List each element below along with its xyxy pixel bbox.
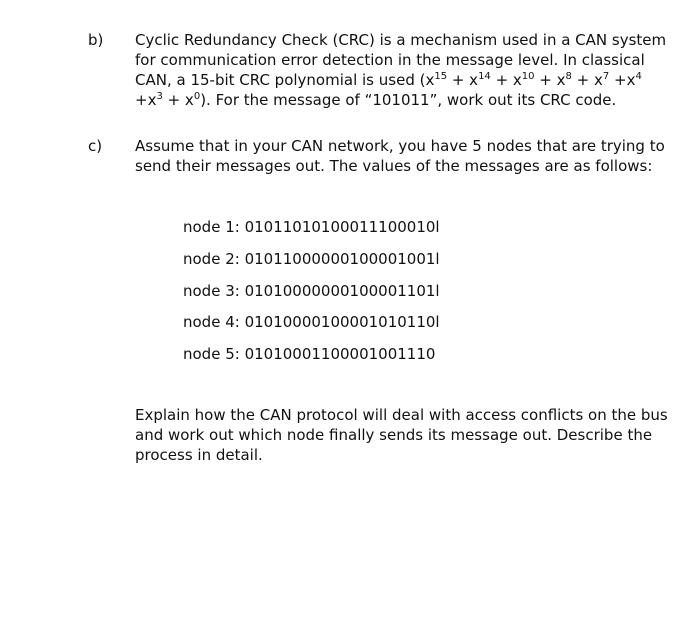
exponent-4: 4 <box>635 71 642 82</box>
exponent-7: 7 <box>602 71 610 82</box>
plus-x: + x <box>162 91 194 109</box>
question-c-line-1: Assume that in your CAN network, you have 5 nodes that are trying to <box>135 137 665 155</box>
question-c-label: c) <box>88 137 103 155</box>
node-message-list <box>183 217 440 376</box>
exponent-8: 8 <box>565 71 572 82</box>
question-c-line-2: send their messages out. The values of the messages are as follows: <box>135 157 653 175</box>
node-2-message: node 2: 01011000000100001001l <box>183 249 440 268</box>
exponent-10: 10 <box>521 71 535 82</box>
node-3-message: node 3: 01010000000100001101l <box>183 281 440 300</box>
plus-x: + x <box>534 71 566 89</box>
node-1-message: node 1: 01011010100011100010l <box>183 218 440 236</box>
question-c-task <box>135 405 675 465</box>
message-instruction: ). For the message of “101011”, work out its CRC code. <box>200 91 617 109</box>
exponent-15: 15 <box>434 71 448 82</box>
crc-message-line <box>135 90 675 110</box>
plus-x: + x <box>447 71 479 89</box>
question-b-line-1: Cyclic Redundancy Check (CRC) is a mechanism used in a CAN system <box>135 31 667 49</box>
plus-x: + x <box>490 71 522 89</box>
node-5-message: node 5: 01010001100001001110 <box>183 345 436 364</box>
polynomial-intro: CAN, a 15-bit CRC polynomial is used (x <box>135 71 435 89</box>
crc-polynomial-line <box>135 70 675 90</box>
exponent-0: 0 <box>193 91 201 102</box>
plus-x-start: +x <box>135 91 157 109</box>
exponent-14: 14 <box>478 71 491 82</box>
question-c-intro <box>135 136 675 176</box>
question-c-task-line-1: Explain how the CAN protocol will deal with access conflicts on the bus <box>135 406 668 424</box>
plus-x: +x <box>609 71 636 89</box>
question-c-task-line-2: and work out which node finally sends its message out. Describe the <box>135 426 653 444</box>
node-4-message: node 4: 01010000100001010110l <box>183 313 440 332</box>
question-b-label: b) <box>88 31 104 49</box>
question-b-line-2: for communication error detection in the message level. In classical <box>135 51 645 69</box>
exponent-3: 3 <box>156 91 163 102</box>
question-b-text <box>135 30 675 110</box>
question-c-task-line-3: process in detail. <box>135 446 263 464</box>
plus-x: + x <box>571 71 603 89</box>
